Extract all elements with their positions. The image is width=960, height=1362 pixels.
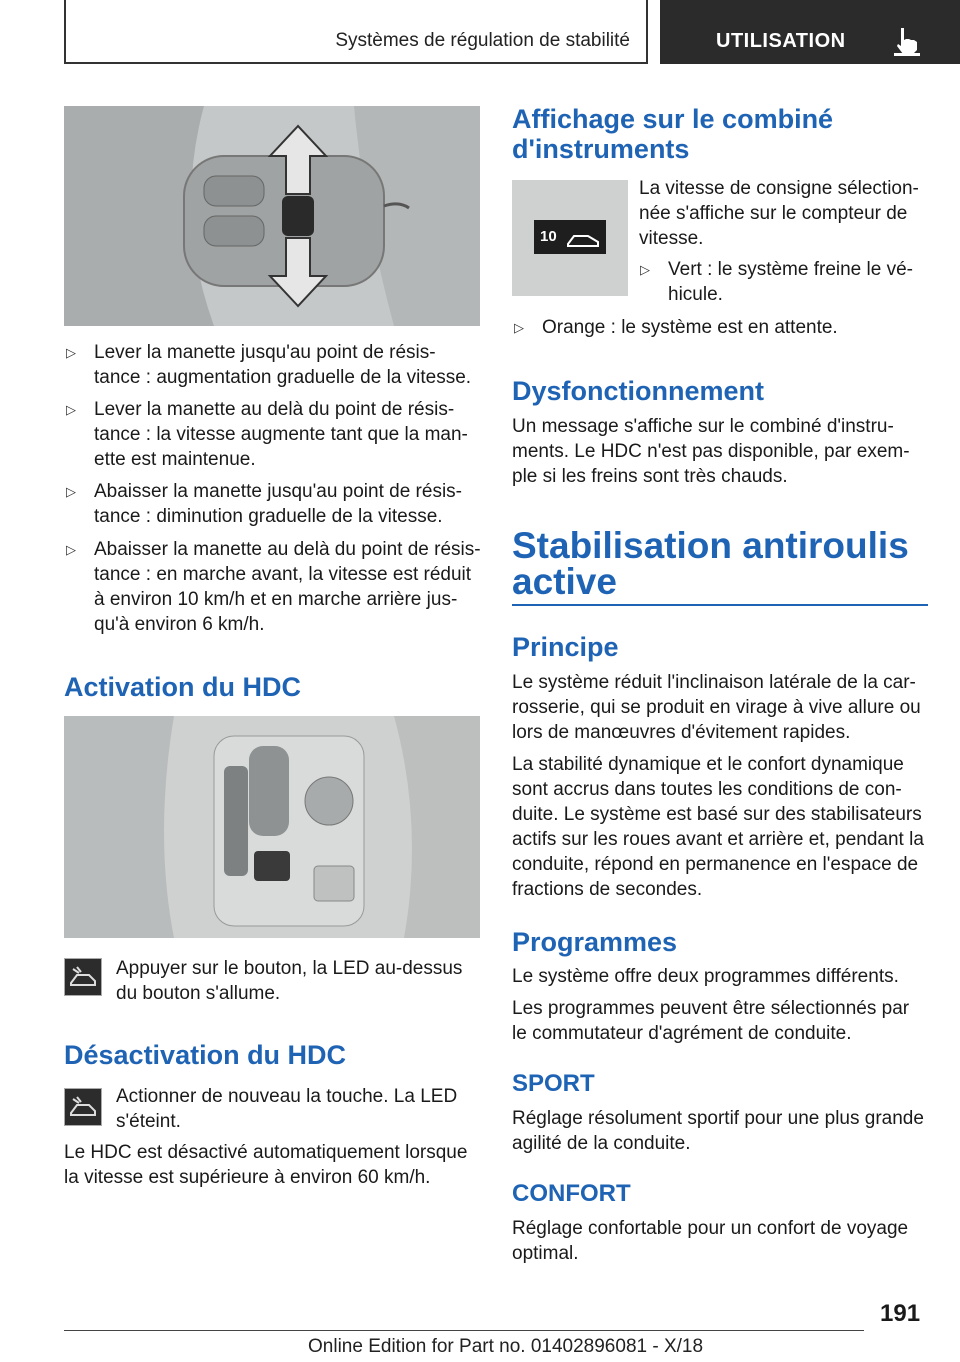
bullet-triangle-icon: ▷ <box>66 402 76 417</box>
text-line: Les programmes peuvent être sélectionnés par <box>512 998 910 1019</box>
text-line: Abaisser la manette au delà du point de résis- <box>94 539 481 560</box>
text-line: Abaisser la manette jusqu'au point de résis- <box>94 481 462 502</box>
activation-heading: Activation du HDC <box>64 672 302 702</box>
hdc-button-icon-2 <box>64 1088 102 1126</box>
text-line: Le système réduit l'inclinaison latérale de la car- <box>512 672 916 693</box>
steering-wheel-controls-image <box>64 106 480 326</box>
bullet-triangle-icon: ▷ <box>640 262 650 277</box>
text-line: Lever la manette jusqu'au point de résis- <box>94 342 436 363</box>
title-rule <box>512 604 928 606</box>
text-line: tance : la vitesse augmente tant que la man- <box>94 424 468 445</box>
chapter-title: UTILISATION <box>716 30 846 52</box>
text-line: Réglage confortable pour un confort de voyage <box>512 1218 909 1239</box>
display-heading-line: Affichage sur le combiné <box>512 104 834 134</box>
text-line: du bouton s'allume. <box>116 983 281 1004</box>
text-line: conduite, répond en permanence en l'espace de <box>512 854 919 875</box>
text-line: ple si les freins sont très chauds. <box>512 466 788 487</box>
text-line: Actionner de nouveau la touche. La LED <box>116 1086 458 1107</box>
bullet-triangle-icon: ▷ <box>514 320 524 335</box>
text-line: rosserie, qui se produit en virage à vive allure ou <box>512 697 921 718</box>
text-line: qu'à environ 6 km/h. <box>94 614 265 635</box>
text-line: Le HDC est désactivé automatiquement lorsque <box>64 1142 468 1163</box>
text-line: Vert : le système freine le vé- <box>668 259 913 280</box>
text-line: lors de manœuvres d'évitement rapides. <box>512 722 851 743</box>
text-line: hicule. <box>668 284 723 305</box>
text-line: Lever la manette au delà du point de résis- <box>94 399 455 420</box>
text-line: ette est maintenue. <box>94 449 256 470</box>
programs-paragraph-1: Le système offre deux programmes différents. <box>512 966 899 987</box>
display-heading-line: d'instruments <box>512 134 690 164</box>
text-line: Orange : le système est en attente. <box>542 317 838 338</box>
principle-heading: Principe <box>512 632 619 662</box>
text-line: La vitesse de consigne sélection- <box>639 178 919 199</box>
display-speed-number: 10 <box>540 228 557 245</box>
text-line: née s'affiche sur le compteur de <box>639 203 908 224</box>
text-line: tance : en marche avant, la vitesse est réduit <box>94 564 472 585</box>
footer-edition: Online Edition for Part no. 01402896081 - X/18 <box>308 1336 704 1357</box>
deactivation-heading: Désactivation du HDC <box>64 1040 347 1070</box>
section-title: Systèmes de régulation de stabilité <box>335 30 630 51</box>
malfunction-heading: Dysfonctionnement <box>512 376 765 406</box>
pointing-hand-icon <box>893 26 921 56</box>
text-line: duite. Le système est basé sur des stabilisateurs <box>512 804 922 825</box>
text-line: vitesse. <box>639 228 704 249</box>
main-title-line: active <box>512 561 617 602</box>
text-line: à environ 10 km/h et en marche arrière jus- <box>94 589 458 610</box>
center-console-image <box>64 716 480 938</box>
text-line: Appuyer sur le bouton, la LED au-dessus <box>116 958 463 979</box>
text-line: Réglage résolument sportif pour une plus grande <box>512 1108 924 1129</box>
text-line: le commutateur d'agrément de conduite. <box>512 1023 852 1044</box>
bullet-triangle-icon: ▷ <box>66 542 76 557</box>
page-number: 191 <box>880 1300 921 1327</box>
confort-heading: CONFORT <box>512 1180 631 1207</box>
text-line: la vitesse est supérieure à environ 60 km/h. <box>64 1167 431 1188</box>
text-line: tance : augmentation graduelle de la vitesse. <box>94 367 472 388</box>
footer-rule <box>64 1330 864 1331</box>
text-line: optimal. <box>512 1243 579 1264</box>
bullet-triangle-icon: ▷ <box>66 345 76 360</box>
sport-heading: SPORT <box>512 1070 595 1097</box>
car-descent-icon <box>564 226 602 248</box>
text-line: Un message s'affiche sur le combiné d'instru- <box>512 416 894 437</box>
bullet-triangle-icon: ▷ <box>66 484 76 499</box>
text-line: s'éteint. <box>116 1111 181 1132</box>
text-line: tance : diminution graduelle de la vitesse. <box>94 506 443 527</box>
hdc-button-icon <box>64 958 102 996</box>
text-line: La stabilité dynamique et le confort dynamique <box>512 754 904 775</box>
text-line: sont accrus dans toutes les conditions de con- <box>512 779 902 800</box>
instrument-display-image <box>512 180 628 296</box>
text-line: fractions de secondes. <box>512 879 703 900</box>
text-line: actifs sur les roues avant et arrière et, pendant la <box>512 829 924 850</box>
main-title-line: Stabilisation antiroulis <box>512 525 909 566</box>
text-line: ments. Le HDC n'est pas disponible, par exem- <box>512 441 910 462</box>
text-line: agilité de la conduite. <box>512 1133 691 1154</box>
programs-heading: Programmes <box>512 927 678 957</box>
